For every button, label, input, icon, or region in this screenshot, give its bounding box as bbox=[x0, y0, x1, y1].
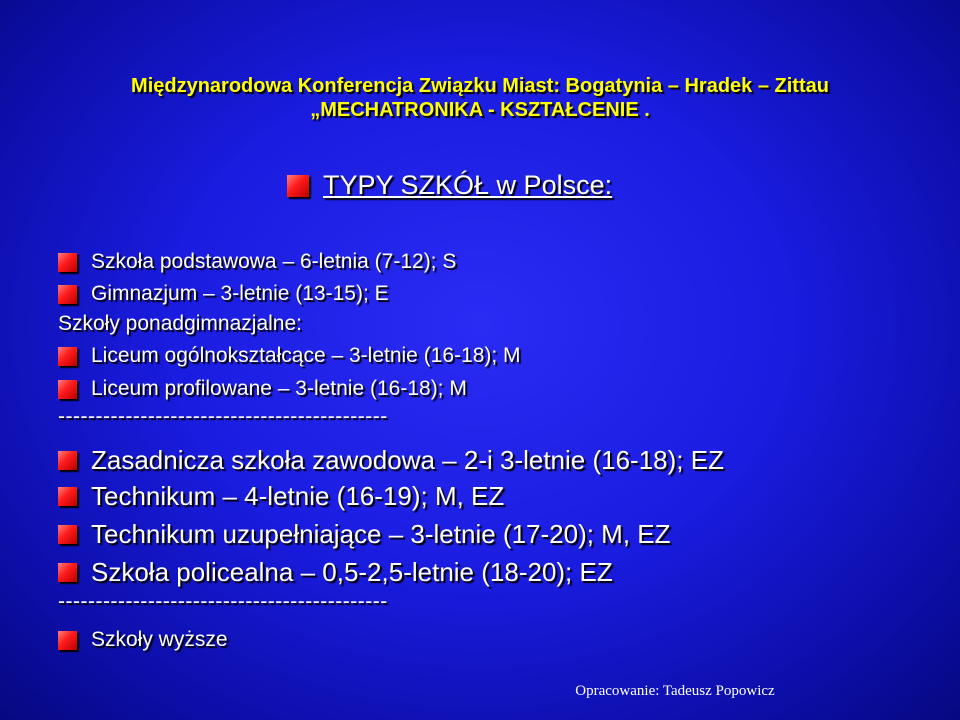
footer-credit bbox=[0, 683, 960, 700]
red-square-bullet-icon bbox=[58, 525, 77, 544]
list-item-text: Liceum ogólnokształcące – 3-letnie (16-18); M bbox=[91, 344, 521, 367]
red-square-bullet-icon bbox=[58, 451, 77, 470]
red-square-bullet-icon bbox=[58, 285, 77, 304]
conference-subtitle: „MECHATRONIKA - KSZTAŁCENIE . bbox=[310, 99, 650, 121]
separator-line: -------------------------------------------- bbox=[58, 590, 388, 613]
conference-title: Międzynarodowa Konferencja Związku Miast: Bogatynia – Hradek – Zittau bbox=[131, 75, 829, 97]
list-item bbox=[58, 480, 504, 512]
red-square-bullet-icon bbox=[58, 631, 77, 650]
list-item bbox=[58, 444, 724, 476]
red-square-bullet-icon bbox=[58, 253, 77, 272]
slide-title bbox=[287, 170, 612, 201]
list-item-text: Gimnazjum – 3-letnie (13-15); E bbox=[91, 282, 389, 305]
list-item-text: Technikum – 4-letnie (16-19); M, EZ bbox=[91, 480, 505, 511]
slide-title-text: TYPY SZKÓŁ w Polsce: bbox=[323, 170, 613, 200]
list-item-text: Szkoła policealna – 0,5-2,5-letnie (18-20); EZ bbox=[91, 556, 613, 587]
list-item bbox=[58, 280, 389, 308]
list-item bbox=[58, 556, 613, 588]
list-item-text: Technikum uzupełniające – 3-letnie (17-20); M, EZ bbox=[91, 518, 671, 549]
red-square-bullet-icon bbox=[58, 487, 77, 506]
list-item bbox=[58, 518, 671, 550]
list-item bbox=[58, 342, 521, 370]
list-item bbox=[58, 248, 456, 276]
list-item bbox=[58, 375, 467, 403]
red-square-bullet-icon bbox=[287, 175, 309, 197]
list-item-text: Szkoły wyższe bbox=[91, 628, 228, 651]
list-subheading: Szkoły ponadgimnazjalne: bbox=[58, 312, 302, 335]
red-square-bullet-icon bbox=[58, 347, 77, 366]
separator-line: -------------------------------------------- bbox=[58, 405, 388, 428]
list-item-text: Szkoła podstawowa – 6-letnia (7-12); S bbox=[91, 250, 457, 273]
list-item-text: Liceum profilowane – 3-letnie (16-18); M bbox=[91, 377, 467, 400]
footer-credit-text: Opracowanie: Tadeusz Popowicz bbox=[575, 683, 775, 699]
red-square-bullet-icon bbox=[58, 563, 77, 582]
conference-header bbox=[0, 74, 960, 122]
red-square-bullet-icon bbox=[58, 380, 77, 399]
list-item bbox=[58, 626, 228, 654]
list-item-text: Zasadnicza szkoła zawodowa – 2-i 3-letnie (16-18); EZ bbox=[91, 444, 724, 475]
